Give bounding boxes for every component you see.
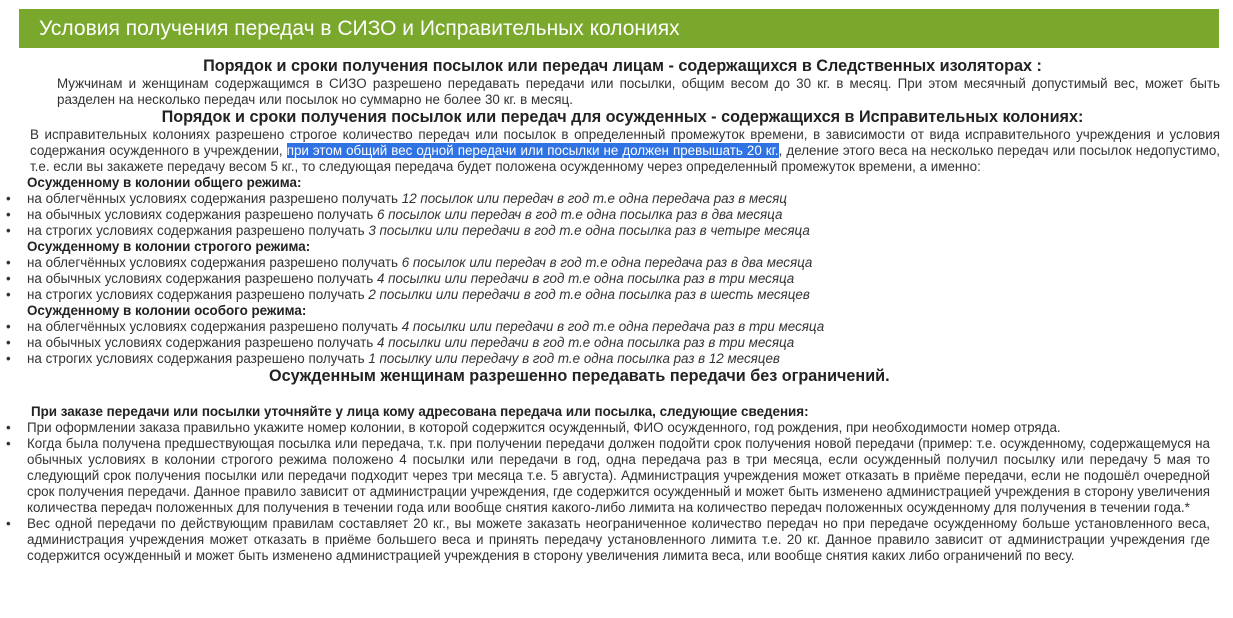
rule-condition: на обычных условиях содержания разрешено получать xyxy=(27,207,377,222)
list-item: • Когда была получена предшествующая посылка или передача, т.к. при получении передачи должен подойти срок получения новой передачи (пример: т.е. осужденному, содержащемуся на обычных условиях в колонии строгого режима положено 4 посылки или передачи в год, одна передача раз в три месяца, если осужденный получил посылку или передачу 5 мая то следующий срок получения посылки или передачи подходит через три месяца т.е. 5 августа). Администрация учреждения может отказать в приёме передачи, если не подошёл очередной срок получения передачи. Данное правило зависит от администрации учреждения, где содержится осужденный и может быть изменено администрацией учреждения в сторону увеличения количества передач положенных для получения в течении года или вообще снятия какого-либо лимита на количество передач положенных осужденному для получения в течении года.* xyxy=(25,436,1210,516)
rule-condition: на обычных условиях содержания разрешено получать xyxy=(27,271,377,286)
page-title: Условия получения передач в СИЗО и Исправительных колониях xyxy=(39,17,680,40)
content xyxy=(25,57,1220,564)
rule-limit: 12 посылок или передач в год т.е одна передача раз в месяц xyxy=(401,191,787,206)
rule-limit: 3 посылки или передачи в год т.е одна посылка раз в четыре месяца xyxy=(368,223,810,238)
list-item xyxy=(25,191,1220,207)
regime-rules-list xyxy=(25,319,1220,367)
list-item xyxy=(25,319,1220,335)
regime-rules-list xyxy=(25,191,1220,239)
regime-rules-list xyxy=(25,255,1220,303)
regime-title: Осужденному в колонии общего режима: xyxy=(27,175,302,190)
rule-condition: на облегчённых условиях содержания разрешено получать xyxy=(27,255,402,270)
list-item xyxy=(25,223,1220,239)
regime-general xyxy=(25,175,1220,239)
rule-condition: на обычных условиях содержания разрешено получать xyxy=(27,335,377,350)
sizo-text: Мужчинам и женщинам содержащимся в СИЗО разрешено передавать передачи или посылки, общим весом до 30 кг. в месяц. При этом месячный допустимый вес, может быть разделен на несколько передач или посылок но суммарно не более 30 кг. в месяц. xyxy=(57,76,1220,107)
colonies-text-before: В исправительных колониях разрешено строгое количество передач или посылок в определенный промежуток времени, в зависимости от вида исправительного учреждения и условия содержания осужденного в учреждении, xyxy=(30,127,1220,158)
rule-limit: 6 посылок или передач в год т.е одна передача раз в два месяца xyxy=(401,255,813,270)
regime-special xyxy=(25,303,1220,367)
regime-title: Осужденному в колонии особого режима: xyxy=(27,303,307,318)
rule-condition: на строгих условиях содержания разрешено получать xyxy=(27,287,369,302)
list-item xyxy=(25,287,1220,303)
list-item: • Вес одной передачи по действующим правилам составляет 20 кг., вы можете заказать неограниченное количество передач но при передаче осужденному больше установленного веса, администрация учреждения может отказать в приёме большего веса и принять передачу установленного лимита т.е. 20 кг. Данное правило зависит от администрации учреждения где содержится осужденный и может быть изменено администрацией учреждения в сторону увеличения лимита веса, или вообще снятия каких либо ограничений по весу. xyxy=(25,516,1210,564)
regime-strict xyxy=(25,239,1220,303)
regime-title: Осужденному в колонии строгого режима: xyxy=(27,239,311,254)
list-item xyxy=(25,335,1220,351)
colonies-text xyxy=(25,127,1220,175)
rule-condition: на облегчённых условиях содержания разрешено получать xyxy=(27,319,402,334)
rule-condition: на строгих условиях содержания разрешено получать xyxy=(27,351,369,366)
list-item xyxy=(25,207,1220,223)
list-item xyxy=(25,351,1220,367)
list-item xyxy=(25,255,1220,271)
colonies-text-after: , деление этого веса на несколько передач или посылок недопустимо, т.е. если вы закажете передачу весом 5 кг., то следующая передача будет положена осужденному через определенный промежуток времени, а именно: xyxy=(30,143,1220,174)
selected-text-highlight[interactable]: при этом общий вес одной передачи или посылки не должен превышать 20 кг. xyxy=(286,143,779,158)
women-note: Осужденным женщинам разрешенно передавать передачи без ограничений. xyxy=(269,367,890,385)
list-item: • При оформлении заказа правильно укажите номер колонии, в которой содержится осужденный, ФИО осужденного, год рождения, при необходимости номер отряда. xyxy=(25,420,1210,436)
rule-condition: на облегчённых условиях содержания разрешено получать xyxy=(27,191,402,206)
rule-condition: на строгих условиях содержания разрешено получать xyxy=(27,223,369,238)
order-heading: При заказе передачи или посылки уточняйте у лица кому адресована передача или посылка, следующие сведения: xyxy=(31,404,809,419)
order-list xyxy=(25,420,1210,564)
rule-limit: 4 посылки или передачи в год т.е одна передача раз в три месяца xyxy=(401,319,825,334)
sizo-heading: Порядок и сроки получения посылок или передач лицам - содержащихся в Следственных изоляторах : xyxy=(203,57,1042,75)
rule-limit: 4 посылки или передачи в год т.е одна посылка раз в три месяца xyxy=(377,271,795,286)
list-item xyxy=(25,271,1220,287)
rule-limit: 2 посылки или передачи в год т.е одна посылка раз в шесть месяцев xyxy=(368,287,810,302)
colonies-heading: Порядок и сроки получения посылок или передач для осужденных - содержащихся в Исправительных колониях: xyxy=(161,108,1084,126)
rule-limit: 1 посылку или передачу в год т.е одна посылка раз в 12 месяцев xyxy=(368,351,780,366)
rule-limit: 4 посылки или передачи в год т.е одна посылка раз в три месяца xyxy=(377,335,795,350)
rule-limit: 6 посылок или передач в год т.е одна посылка раз в два месяца xyxy=(377,207,783,222)
header-bar xyxy=(19,9,1219,48)
